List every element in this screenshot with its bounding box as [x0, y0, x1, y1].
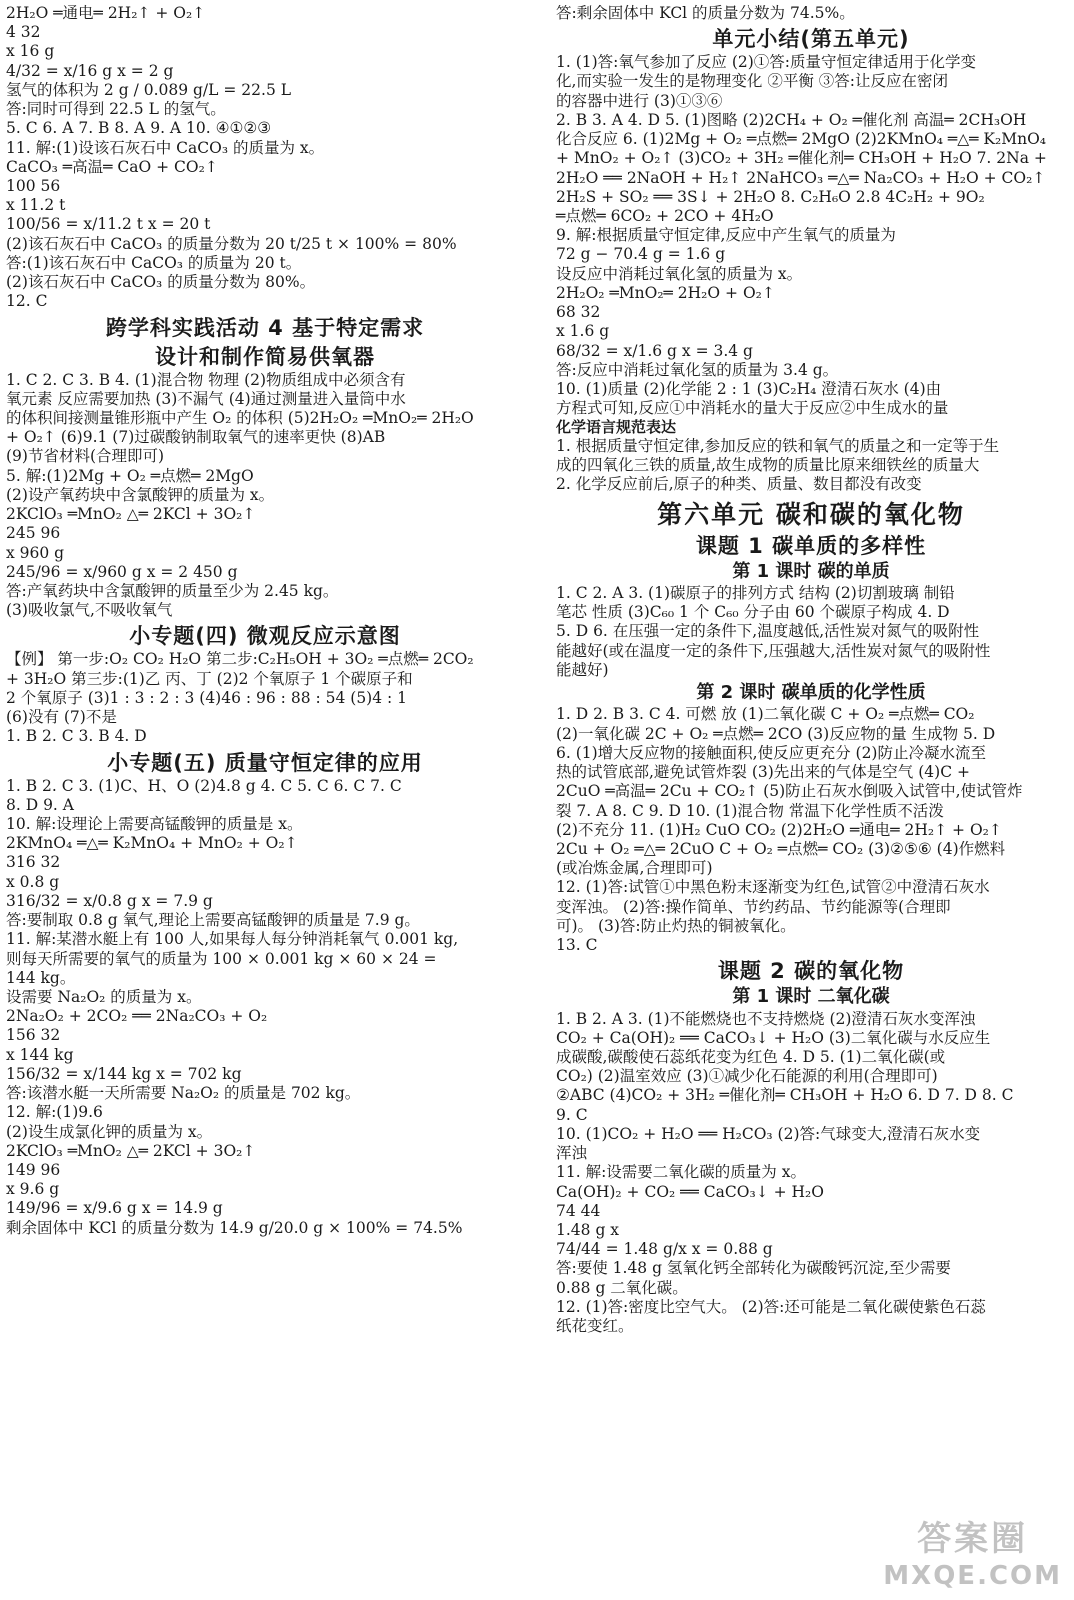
- answer-line: 9. C: [556, 1105, 588, 1124]
- answer-line: 100 56: [6, 176, 61, 195]
- answer-line: + MnO₂ + O₂↑ (3)CO₂ + 3H₂ ═催化剂═ CH₃OH + H₂O 7. 2Na +: [556, 149, 1047, 168]
- answer-line: 浑浊: [556, 1144, 588, 1163]
- answer-line: Ca(OH)₂ + CO₂ ══ CaCO₃↓ + H₂O: [556, 1182, 824, 1201]
- right-column: [556, 4, 1066, 1336]
- answer-line: + 3H₂O 第三步:(1)乙 丙、丁 (2)2 个氧原子 1 个碳原子和: [6, 669, 413, 688]
- answer-line: 2H₂O ══ 2NaOH + H₂↑ 2NaHCO₃ ═△═ Na₂CO₃ + H₂O + CO₂↑: [556, 168, 1046, 187]
- answer-line: 热的试管底部,避免试管炸裂 (3)先出来的气体是空气 (4)C +: [556, 763, 970, 782]
- answer-line: (或冶炼金属,合理即可): [556, 859, 713, 878]
- lesson-heading: 第 2 课时 碳单质的化学性质: [696, 682, 926, 704]
- answer-line: x 9.6 g: [6, 1180, 60, 1199]
- answer-line: (3)吸收氯气,不吸收氧气: [6, 601, 173, 620]
- answer-line: x 960 g: [6, 543, 65, 562]
- answer-line: 1. C 2. C 3. B 4. (1)混合物 物理 (2)物质组成中必须含有: [6, 370, 406, 389]
- answer-line: 0.88 g 二氧化碳。: [556, 1278, 688, 1297]
- answer-line: + O₂↑ (6)9.1 (7)过碳酸钠制取氧气的速率更快 (8)AB: [6, 428, 386, 447]
- unit-heading: 第六单元 碳和碳的氧化物: [657, 499, 965, 529]
- answer-line: x 11.2 t: [6, 196, 66, 215]
- answer-line: (9)节省材料(合理即可): [6, 447, 165, 466]
- answer-line: 裂 7. A 8. C 9. D 10. (1)混合物 常温下化学性质不活泼: [556, 801, 944, 820]
- answer-line: 氢气的体积为 2 g / 0.089 g/L = 22.5 L: [6, 80, 292, 99]
- answer-line: 2KClO₃ ═MnO₂ △═ 2KCl + 3O₂↑: [6, 1141, 256, 1160]
- answer-line: CaCO₃ ═高温═ CaO + CO₂↑: [6, 157, 218, 176]
- answer-line: 5. D 6. 在压强一定的条件下,温度越低,活性炭对氮气的吸附性: [556, 622, 980, 641]
- answer-line: 1. C 2. A 3. (1)碳原子的排列方式 结构 (2)切割玻璃 制铅: [556, 584, 955, 602]
- answer-line: 149/96 = x/9.6 g x = 14.9 g: [6, 1199, 223, 1218]
- answer-line: 答:产氧药块中含氯酸钾的质量至少为 2.45 kg。: [6, 581, 339, 600]
- answer-line: 316/32 = x/0.8 g x = 7.9 g: [6, 891, 213, 910]
- section-heading: 课题 1 碳单质的多样性: [695, 533, 927, 558]
- answer-line: 245/96 = x/960 g x = 2 450 g: [6, 562, 238, 581]
- answer-line: 1. D 2. B 3. C 4. 可燃 放 (1)二氧化碳 C + O₂ ═点燃═ CO₂: [556, 705, 975, 724]
- answer-line: 2KMnO₄ ═△═ K₂MnO₄ + MnO₂ + O₂↑: [6, 834, 298, 853]
- answer-line: 答:要使 1.48 g 氢氧化钙全部转化为碳酸钙沉淀,至少需要: [556, 1259, 951, 1278]
- answer-line: 答:反应中消耗过氧化氢的质量为 3.4 g。: [556, 360, 839, 379]
- answer-line: 2Cu + O₂ ═△═ 2CuO C + O₂ ═点燃═ CO₂ (3)②⑤⑥ (4)作燃料: [556, 839, 1006, 858]
- answer-line: (6)没有 (7)不是: [6, 708, 117, 727]
- answer-line: 1. B 2. C 3. (1)C、H、O (2)4.8 g 4. C 5. C 6. C 7. C: [6, 776, 402, 795]
- answer-line: 能越好(或在温度一定的条件下,压强越大,活性炭对氮气的吸附性: [556, 641, 991, 660]
- answer-line: 答:(1)该石灰石中 CaCO₃ 的质量为 20 t。: [6, 253, 302, 272]
- answer-line: 可)。 (3)答:防止灼热的铜被氧化。: [556, 916, 796, 935]
- answer-line: 149 96: [6, 1160, 61, 1179]
- answer-line: 的容器中进行 (3)①③⑥: [556, 91, 723, 110]
- answer-line: (2)设产氧药块中含氯酸钾的质量为 x。: [6, 485, 275, 504]
- answer-line: 13. C: [556, 936, 598, 955]
- answer-line: 【例】 第一步:O₂ CO₂ H₂O 第二步:C₂H₅OH + 3O₂ ═点燃═ 2CO₂: [6, 650, 474, 669]
- answer-line: 2. 化学反应前后,原子的种类、质量、数目都没有改变: [556, 475, 922, 494]
- answer-line: 答:要制取 0.8 g 氧气,理论上需要高锰酸钾的质量是 7.9 g。: [6, 911, 420, 930]
- answer-line: 12. C: [6, 292, 48, 311]
- answer-line: 能越好): [556, 660, 609, 679]
- answer-line: x 0.8 g: [6, 872, 60, 891]
- answer-line: 8. D 9. A: [6, 795, 74, 814]
- answer-line: 12. (1)答:密度比空气大。 (2)答:还可能是二氧化碳使紫色石蕊: [556, 1297, 986, 1316]
- lesson-heading: 第 1 课时 二氧化碳: [732, 986, 890, 1008]
- answer-line: 2CuO ═高温═ 2Cu + CO₂↑ (5)防止石灰水倒吸入试管中,使试管炸: [556, 782, 1023, 801]
- answer-line: CO₂) (2)温室效应 (3)①减少化石能源的利用(合理即可): [556, 1067, 938, 1086]
- answer-line: 5. 解:(1)2Mg + O₂ ═点燃═ 2MgO: [6, 466, 254, 485]
- answer-line: 方程式可知,反应①中消耗水的量大于反应②中生成水的量: [556, 399, 949, 418]
- answer-line: 9. 解:根据质量守恒定律,反应中产生氧气的质量为: [556, 226, 896, 245]
- answer-line: 72 g − 70.4 g = 1.6 g: [556, 245, 726, 264]
- answer-line: 答:同时可得到 22.5 L 的氢气。: [6, 100, 226, 119]
- answer-line: 变浑浊。 (2)答:操作简单、节约药品、节约能源等(合理即: [556, 897, 951, 916]
- answer-line: 74/44 = 1.48 g/x x = 0.88 g: [556, 1240, 773, 1259]
- answer-line: 11. 解:(1)设该石灰石中 CaCO₃ 的质量为 x。: [6, 138, 325, 157]
- answer-line: 10. (1)质量 (2)化学能 2 : 1 (3)C₂H₄ 澄清石灰水 (4)由: [556, 379, 942, 398]
- answer-line: (2)设生成氯化钾的质量为 x。: [6, 1122, 213, 1141]
- answer-line: 2 个氧原子 (3)1 : 3 : 2 : 3 (4)46 : 96 : 88 : 54 (5)4 : 1: [6, 688, 408, 707]
- answer-line: 1.48 g x: [556, 1221, 620, 1239]
- answer-line: 2. B 3. A 4. D 5. (1)图略 (2)2CH₄ + O₂ ═催化剂 高温═ 2CH₃OH: [556, 110, 1027, 129]
- answer-line: 4/32 = x/16 g x = 2 g: [6, 61, 174, 80]
- section-heading: 单元小结(第五单元): [712, 27, 910, 52]
- answer-line: 10. (1)CO₂ + H₂O ══ H₂CO₃ (2)答:气球变大,澄清石灰水变: [556, 1124, 981, 1143]
- answer-line: (2)该石灰石中 CaCO₃ 的质量分数为 20 t/25 t × 100% = 80%: [6, 234, 457, 253]
- answer-line: 化合反应 6. (1)2Mg + O₂ ═点燃═ 2MgO (2)2KMnO₄ ═△═ K₂MnO₄: [556, 130, 1046, 149]
- answer-line: 144 kg。: [6, 968, 76, 987]
- answer-line: 5. C 6. A 7. B 8. A 9. A 10. ④①②③: [6, 119, 272, 138]
- answer-line: 74 44: [556, 1201, 601, 1220]
- subsection-heading: 化学语言规范表达: [556, 418, 677, 437]
- answer-line: ═点燃═ 6CO₂ + 2CO + 4H₂O: [556, 207, 774, 225]
- answer-line: 1. (1)答:氧气参加了反应 (2)①答:质量守恒定律适用于化学变: [556, 53, 977, 72]
- answer-line: 156/32 = x/144 kg x = 702 kg: [6, 1064, 242, 1083]
- section-heading: 设计和制作简易供氧器: [155, 344, 375, 369]
- answer-line: 纸花变红。: [556, 1317, 634, 1336]
- answer-line: 2H₂O₂ ═MnO₂═ 2H₂O + O₂↑: [556, 283, 775, 302]
- answer-line: 则每天所需要的氧气的质量为 100 × 0.001 kg × 60 × 24 =: [6, 949, 437, 968]
- answer-line: 1. 根据质量守恒定律,参加反应的铁和氧气的质量之和一定等于生: [556, 437, 1000, 455]
- answer-line: 12. 解:(1)9.6: [6, 1103, 103, 1122]
- answer-line: 100/56 = x/11.2 t x = 20 t: [6, 215, 211, 234]
- answer-line: 156 32: [6, 1026, 61, 1045]
- section-heading: 课题 2 碳的氧化物: [717, 959, 905, 984]
- answer-line: CO₂ + Ca(OH)₂ ══ CaCO₃↓ + H₂O (3)二氧化碳与水反应生: [556, 1028, 991, 1047]
- watermark-logo: [883, 1518, 1062, 1592]
- answer-line: 4 32: [6, 23, 41, 42]
- answer-line: 68/32 = x/1.6 g x = 3.4 g: [556, 341, 753, 360]
- answer-line: ②ABC (4)CO₂ + 3H₂ ═催化剂═ CH₃OH + H₂O 6. D 7. D 8. C: [556, 1086, 1014, 1105]
- answer-line: 答:剩余固体中 KCl 的质量分数为 74.5%。: [556, 4, 855, 22]
- answer-line: 12. (1)答:试管①中黑色粉末逐渐变为红色,试管②中澄清石灰水: [556, 878, 990, 897]
- answer-line: 10. 解:设理论上需要高锰酸钾的质量是 x。: [6, 815, 303, 833]
- answer-line: 245 96: [6, 524, 61, 543]
- answer-line: 答:该潜水艇一天所需要 Na₂O₂ 的质量是 702 kg。: [6, 1084, 361, 1103]
- section-heading: 跨学科实践活动 4 基于特定需求: [105, 315, 425, 340]
- answer-line: 6. (1)增大反应物的接触面积,使反应更充分 (2)防止冷凝水流至: [556, 743, 986, 762]
- section-heading: 小专题(五) 质量守恒定律的应用: [107, 750, 423, 775]
- answer-line: 316 32: [6, 853, 61, 872]
- answer-line: 11. 解:设需要二氧化碳的质量为 x。: [556, 1163, 806, 1182]
- answer-line: 剩余固体中 KCl 的质量分数为 14.9 g/20.0 g × 100% = 74.5%: [6, 1218, 463, 1237]
- answer-line: (2)该石灰石中 CaCO₃ 的质量分数为 80%。: [6, 273, 316, 292]
- answer-line: 氧元素 反应需要加热 (3)不漏气 (4)通过测量进入量筒中水: [6, 389, 406, 408]
- answer-line: 成的四氧化三铁的质量,故生成物的质量比原来细铁丝的质量大: [556, 456, 980, 475]
- answer-line: x 1.6 g: [556, 322, 610, 341]
- answer-line: (2)不充分 11. (1)H₂ CuO CO₂ (2)2H₂O ═通电═ 2H₂↑ + O₂↑: [556, 820, 1002, 839]
- answer-line: (2)一氧化碳 2C + O₂ ═点燃═ 2CO (3)反应物的量 生成物 5. D: [556, 724, 996, 743]
- answer-line: 笔芯 性质 (3)C₆₀ 1 个 C₆₀ 分子由 60 个碳原子构成 4. D: [556, 603, 950, 622]
- answer-line: 2H₂S + SO₂ ══ 3S↓ + 2H₂O 8. C₂H₆O 2.8 4C₂H₂ + 9O₂: [556, 187, 985, 206]
- lesson-heading: 第 1 课时 碳的单质: [732, 560, 890, 582]
- answer-line: 2H₂O ═通电═ 2H₂↑ + O₂↑: [6, 4, 206, 22]
- answer-line: 成碳酸,碳酸使石蕊纸花变为红色 4. D 5. (1)二氧化碳(或: [556, 1048, 946, 1067]
- answer-line: 1. B 2. C 3. B 4. D: [6, 727, 147, 746]
- watermark-url: MXQE.COM: [883, 1560, 1062, 1591]
- left-column: [6, 4, 524, 1238]
- answer-line: 2Na₂O₂ + 2CO₂ ══ 2Na₂CO₃ + O₂: [6, 1007, 268, 1026]
- answer-line: 11. 解:某潜水艇上有 100 人,如果每人每分钟消耗氧气 0.001 kg,: [6, 930, 459, 949]
- answer-line: 的体积间接测量锥形瓶中产生 O₂ 的体积 (5)2H₂O₂ ═MnO₂═ 2H₂O: [6, 409, 474, 427]
- answer-line: 化,而实验一发生的是物理变化 ②平衡 ③答:让反应在密闭: [556, 72, 949, 91]
- answer-line: 1. B 2. A 3. (1)不能燃烧也不支持燃烧 (2)澄清石灰水变浑浊: [556, 1009, 976, 1028]
- answer-line: 2KClO₃ ═MnO₂ △═ 2KCl + 3O₂↑: [6, 505, 256, 524]
- answer-line: 68 32: [556, 303, 601, 322]
- watermark-text: 答案圈: [917, 1518, 1029, 1559]
- answer-line: x 16 g: [6, 42, 55, 61]
- answer-line: 设反应中消耗过氧化氢的质量为 x。: [556, 264, 803, 283]
- section-heading: 小专题(四) 微观反应示意图: [129, 624, 401, 649]
- answer-line: x 144 kg: [6, 1045, 74, 1064]
- answer-line: 设需要 Na₂O₂ 的质量为 x。: [6, 987, 202, 1006]
